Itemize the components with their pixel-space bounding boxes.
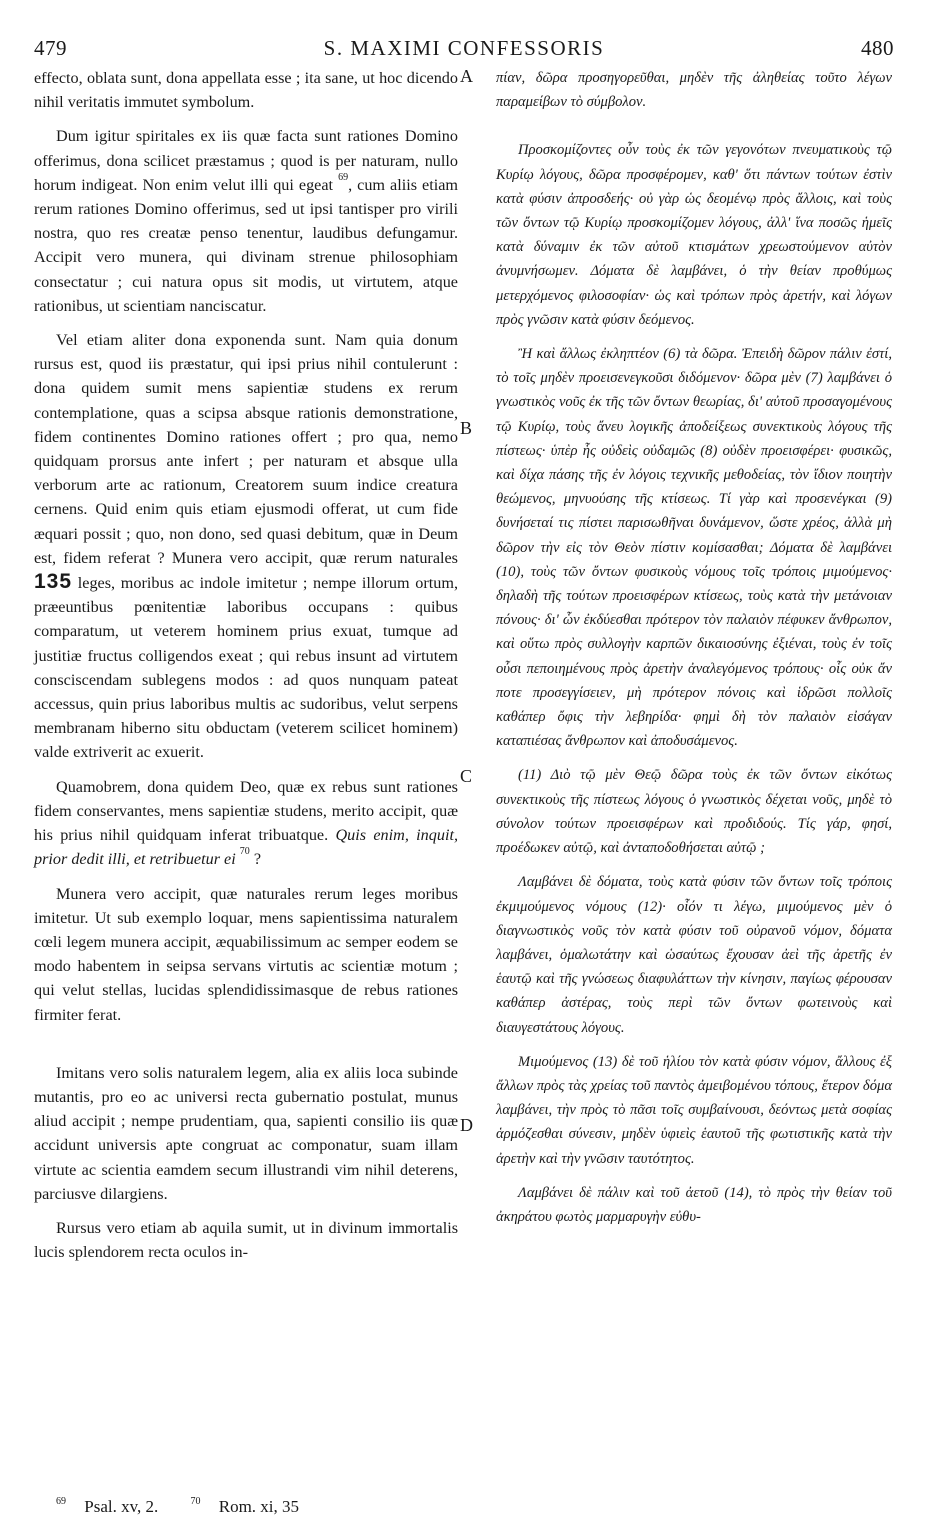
greek-paragraph: πίαν, δῶρα προσηγορεῦθαι, μηδὲν τῆς ἀληθείας τοῦτο λέγων παραμείβων τὸ σύμβολον. <box>496 70 892 111</box>
footnote-1: $^{69}$ Psal. xv, 2. <box>56 1496 159 1516</box>
latin-paragraph: Munera vero accipit, quæ naturales rerum leges moribus imitetur. Ut sub exemplo loquar, mens sapientissima naturalem cœli legem munera accipit, æquabilissimum ac semper eodem se modo habentem in seipsa servans virtutis ac scientiæ motum ; qui velut stellas, lucidas splendidissimasque de rebus rationes firmiter ferat. <box>34 884 458 1024</box>
margin-marker-a: A <box>460 66 473 86</box>
footnote-ref: 70 <box>239 846 250 858</box>
page-number-left: 479 <box>34 36 67 60</box>
latin-column <box>34 66 458 1264</box>
margin-marker-d: D <box>460 1115 473 1135</box>
scripture-quote: Quis enim, inquit, prior dedit illi, et retribuetur ei <box>34 826 458 869</box>
column-number: 135 <box>34 570 73 594</box>
footnotes <box>56 1497 327 1517</box>
running-header <box>34 36 894 66</box>
footnote-2: $^{70}$ Rom. xi, 35 <box>190 1496 300 1516</box>
latin-paragraph: Quamobrem, dona quidem Deo, quæ ex rebus sunt rationes fidem conservantes, mens sapientiæ studens, merito accipit, quæ his prius nihil quidquam inferat tribuatque. Quis enim, inquit, prior dedit illi, et retribuetur ei $^{70}$ ? <box>34 777 458 869</box>
latin-paragraph: Imitans vero solis naturalem legem, alia ex aliis loca subinde mutantis, pro eo ac universi recta gubernatio postulat, munus aliud accipit ; nempe prudentiam, qua, sapienti consilio iis quæ accidunt universis apte congruat ac componatur, suam illam virtute ac scientia eamdem secum illustrandi vim nihil deterens, parciusve dilargiens. <box>34 1063 458 1203</box>
page-number-right: 480 <box>861 36 894 60</box>
greek-paragraph: Προσκομίζοντες οὖν τοὺς ἐκ τῶν γεγονότων πνευματικοὺς τῷ Κυρίῳ λόγους, δῶρα προσφέρομεν, καθ' ὅτι πάντων τούτων ἐστὶν κατὰ φύσιν ἀπροσδεής· οὐ γὰρ ὡς δεομένῳ πρὸς ἄλλοις, καὶ τοὺς τῶν ὄντων τῷ Κυρίῳ προσκομίζομεν λόγους, ἀλλ' ἵνα ποσῶς ἡμεῖς κατὰ δύναμιν ἐκ τῶν αὐτοῦ κτισμάτων χρεωστούμενον αὐτὸν ἀνυμνήσωμεν. Δόματα δὲ λαμβάνει, ὁ τὴν θείαν προθύμως μετερχόμενος φιλοσοφίαν· ὡς καὶ τρόπων πρὸς ἀρετήν, καὶ λόγων πρὸς γνῶσιν κατὰ φύσιν δεόμενος. <box>496 142 892 328</box>
margin-marker-c: C <box>460 766 473 786</box>
greek-column <box>496 66 892 1229</box>
latin-paragraph: Vel etiam aliter dona exponenda sunt. Nam quia donum rursus est, quod iis præstatur, qui ipsi prius nihil contulerunt : dona quidem sumit mens sapientiæ studens ex rerum contemplatione, quas a scipsa absque rationis demonstratione, fidem continentes Domino rationes offert ; pro qua, nemo quidquam prorsus ante infert ; per naturam et absque ulla verborum arte ac rationum, Creatorem suum indice creatura cernens. Quid enim quis etiam ejusmodi offerat, ut cum fide æquari possit ; quo, non dono, sed quasi debitum, quæ in Deum est, fidem referat ? Munera vero accipit, quæ rerum naturales 135 leges, moribus ac indole imitetur ; nempe illorum ortum, præeuntibus pœnitentiæ laboribus occupans : quibus comparatum, ut veterem hominem prius exuat, tumque ad justitiæ fructus colligendos exeat ; qui rebus insunt ad virtutem consciscendam sublegens modos : ad quos nunquam pateat accessus, quin prius laboribus multis ac sudoribus, velut serpens membranam hiberno situ obductam (veterem scilicet hominem) valde extriverit ac exuerit. <box>34 331 459 762</box>
latin-paragraph: effecto, oblata sunt, dona appellata esse ; ita sane, ut hoc dicendo nihil veritatis immutet symbolum. <box>34 69 458 112</box>
latin-paragraph: Rursus vero etiam ab aquila sumit, ut in divinum immortalis lucis splendorem recta oculos in- <box>34 1218 458 1262</box>
greek-paragraph: Λαμβάνει δὲ πάλιν καὶ τοῦ ἀετοῦ (14), τὸ πρὸς τὴν θείαν τοῦ ἀκηράτου φωτὸς μαρμαρυγὴν εὐθυ- <box>496 1184 892 1225</box>
running-title: S. MAXIMI CONFESSORIS <box>323 36 605 60</box>
latin-paragraph: Dum igitur spiritales ex iis quæ facta sunt rationes Domino offerimus, dona scilicet præstamus ; quod is per naturam, nullo horum indigeat. Non enim velut illi qui egeat $^{69}$, cum aliis etiam rerum rationes Domino offerimus, sed ut ipsi tantisper pro virili nostra, quo res creatæ penso tenentur, laudibus defungamur. Accipit vero munera, qui divinam strenue philosophiam consectatur ; cui natura opus sit modis, ut virtutem, atque rationibus, ut scientiam nanciscatur. <box>34 127 458 315</box>
margin-marker-b: B <box>460 418 473 438</box>
greek-paragraph: Μιμούμενος (13) δὲ τοῦ ἡλίου τὸν κατὰ φύσιν νόμον, ἄλλους ἐξ ἄλλων πρὸς τὰς χρείας τοῦ παντὸς ἀμειβομένου τόπους, ἕτερον δόμα λαμβάνει, τὴν πρὸς τὸ πᾶσι τοῖς συμβαίνουσι, δεόντως μετὰ σοφίας ἁρμόζεσθαι σύνεσιν, μηδὲν ὑφιεὶς ἑαυτοῦ τῆς φωτιστικῆς κατὰ τὴν ἀρετὴν καὶ τὴν γνῶσιν ταυτότητος. <box>496 1053 892 1167</box>
scripture-quote: Τίς γάρ, φησί, προέδωκεν αὐτῷ, καὶ ἀνταποδοθήσεται αὐτῷ ; <box>496 815 892 857</box>
greek-paragraph: Ἢ καὶ ἄλλως ἐκληπτέον (6) τὰ δῶρα. Ἐπειδὴ δῶρον πάλιν ἐστί, τὸ τοῖς μηδὲν προεισενεγκοῦσι διδόμενον· δῶρα μὲν (7) λαμβάνει ὁ γνωστικὸς νοῦς ἐκ τῆς τῶν ὄντων θεωρίας, δι' αὐτοῦ προσαγομένους τῷ Κυρίῳ, τοὺς ἄνευ λογικῆς ἀποδείξεως συνεκτικοὺς λόγους τῆς πίστεως· ὑπὲρ ἧς οὐδεὶς οὐδαμῶς (8) οὐδὲν προεισφέρει· φυσικῶς, καὶ δίχα πάσης τῆς ἐν λόγοις τεχνικῆς μεθοδείας, τὸν ἴδιον ποιητὴν θεώμενος, μηνυούσης τῆς κτίσεως. Τί γὰρ καὶ προσενέγκαι (9) δυνήσεταί τις πίστει παρισωθῆναι δυνάμενον, ὥστε χρέος, ἀλλὰ μὴ δῶρον τὴν εἰς τὸν Θεὸν πίστιν κομίσασθαι; Δόματα δὲ λαμβάνει (10), τοὺς τῶν ὄντων φυσικοὺς νόμους τοῖς τρόποις μιμούμενος· δηλαδὴ τῆς τούτων προεισφέρων κτίσεως, τοὺς κατὰ τὴν μετάνοιαν πόνους· δι' ὧν ἐκδύεσθαι πρότερον τὸν παλαιὸν πέφυκεν ἄνθρωπον, καὶ οὕτω πρὸς συλλογὴν καρπῶν δικαιοσύνης ἐξιέναι, τοὺς ἐν τοῖς οὖσι πεποιημένους πρὸς ἀρετὴν ἀναλεγόμενος τρόπους· οἷς οὐκ ἄν ποτε προσεγγίσειεν, μὴ πρότερον πόνοις καὶ ἱδρῶσι πολλοῖς καθάπερ ὄφις τὴν λεβηρίδα· φημὶ δὴ τὸν παλαιὸν εἰσάγαν καταπιέσας ἄνθρωπον καὶ ἀποδυσάμενος. <box>496 346 892 750</box>
greek-paragraph: Λαμβάνει δὲ δόματα, τοὺς κατὰ φύσιν τῶν ὄντων τοῖς τρόποις ἐκμιμούμενος νόμους (12)· οἷόν τι λέγω, μιμούμενος μὲν ὁ διαγνωστικὸς νοῦς τὸν κατὰ φύσιν τοῦ οὐρανοῦ νόμον, δόματα λαμβάνει, ὁμαλωτάτην καὶ ὡσαύτως ἔχουσαν ἀεὶ τῆς ἀρετῆς ἐν ἑαυτῷ καὶ τῆς γνώσεως διαφυλάττων τὴν κίνησιν, παγίως φέρουσαν καθάπερ ἀστέρας, τοὺς περὶ τῶν ὄντων φωτεινοὺς καὶ διαυγεστάτους λόγους. <box>496 874 892 1036</box>
footnote-ref: 69 <box>338 171 349 183</box>
greek-paragraph: (11) Διὸ τῷ μὲν Θεῷ δῶρα τοὺς ἐκ τῶν ὄντων εἰκότως συνεκτικοὺς τῆς πίστεως λόγους ὁ γνωστικὸς δέχεται νοῦς, μηδὲ τὸ σύνολον τούτων προεισφέρων καὶ προδιδούς. Τίς γάρ, φησί, προέδωκεν αὐτῷ, καὶ ἀνταποδοθήσεται αὐτῷ ; <box>496 767 892 857</box>
